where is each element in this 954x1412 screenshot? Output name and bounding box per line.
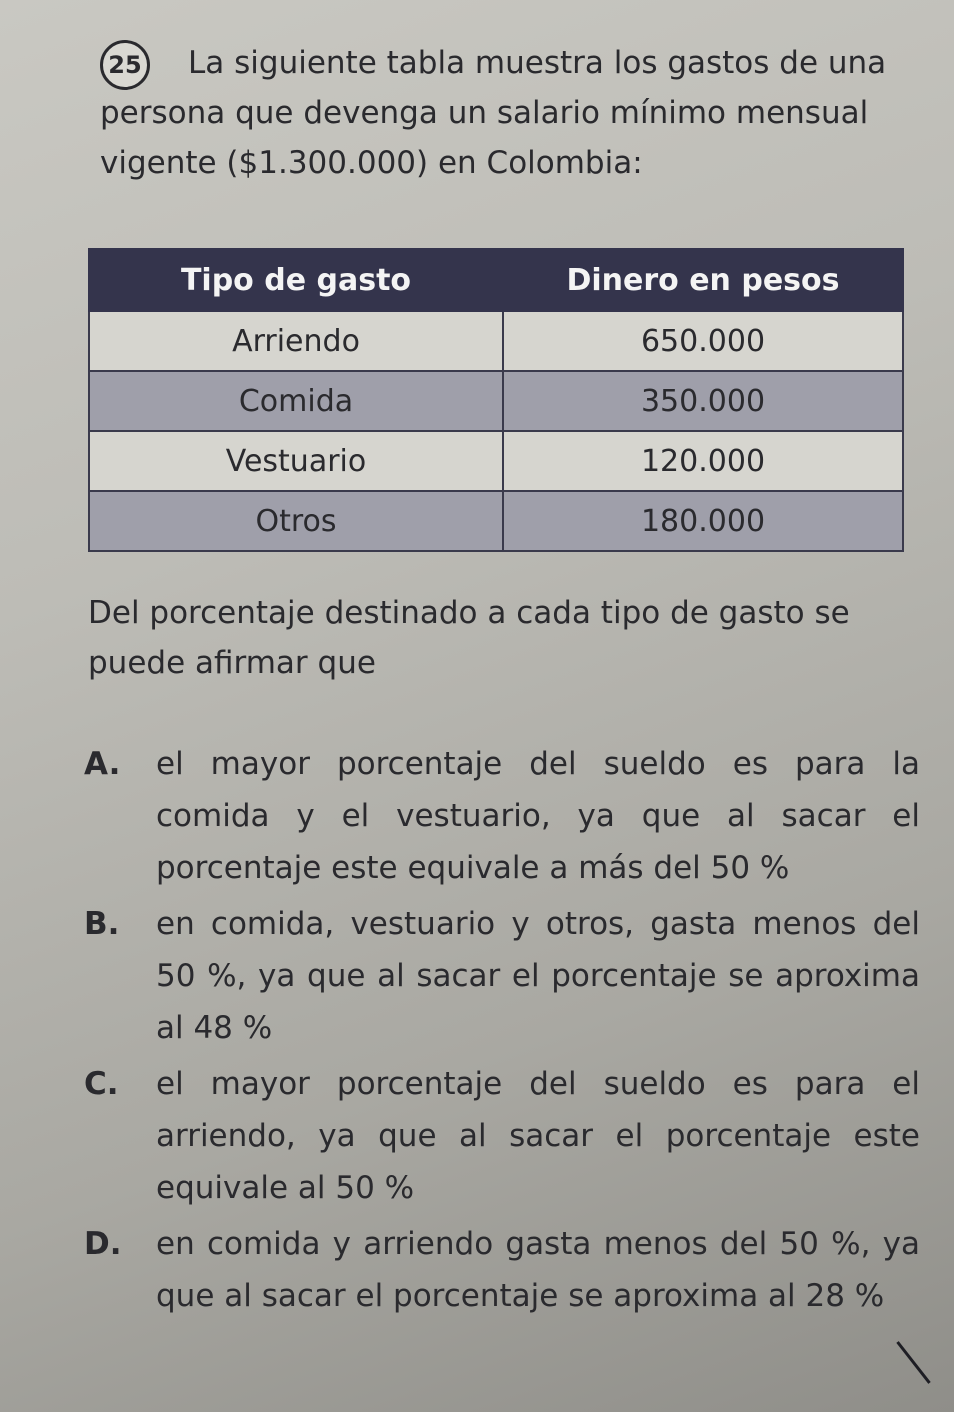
expense-amount-cell: 180.000 — [503, 491, 903, 551]
header-expense-type: Tipo de gasto — [89, 249, 503, 311]
option-a[interactable] — [70, 738, 920, 894]
question-prompt: Del porcentaje destinado a cada tipo de gasto se puede afirmar que — [88, 595, 850, 681]
option-letter: D. — [84, 1226, 122, 1262]
option-letter: C. — [84, 1066, 119, 1102]
question-intro: La siguiente tabla muestra los gastos de una persona que devenga un salario mínimo mensual vigente ($1.300.000) en Colombia: — [100, 45, 887, 181]
expense-type-cell: Otros — [89, 491, 503, 551]
expense-table — [88, 248, 904, 552]
table-row — [89, 311, 903, 371]
expense-type-cell: Arriendo — [89, 311, 503, 371]
table-row — [89, 431, 903, 491]
option-text: en comida, vestuario y otros, gasta menos del 50 %, ya que al sacar el porcentaje se aproxima al 48 % — [156, 906, 920, 1046]
option-letter: B. — [84, 906, 120, 942]
option-text: el mayor porcentaje del sueldo es para el arriendo, ya que al sacar el porcentaje este equivale al 50 % — [156, 1066, 920, 1206]
expense-amount-cell: 120.000 — [503, 431, 903, 491]
option-text: en comida y arriendo gasta menos del 50 %, ya que al sacar el porcentaje se aproxima al 28 % — [156, 1226, 920, 1314]
table-row — [89, 491, 903, 551]
table-row — [89, 371, 903, 431]
expense-type-cell: Comida — [89, 371, 503, 431]
header-amount: Dinero en pesos — [503, 249, 903, 311]
pen-mark — [896, 1341, 930, 1384]
option-c[interactable] — [70, 1058, 920, 1214]
option-letter: A. — [84, 746, 121, 782]
expense-amount-cell: 350.000 — [503, 371, 903, 431]
table-header-row — [89, 249, 903, 311]
expense-amount-cell: 650.000 — [503, 311, 903, 371]
answer-options — [70, 738, 920, 1326]
option-b[interactable] — [70, 898, 920, 1054]
option-d[interactable] — [70, 1218, 920, 1322]
option-text: el mayor porcentaje del sueldo es para la comida y el vestuario, ya que al sacar el porcentaje este equivale a más del 50 % — [156, 746, 920, 886]
question-header — [100, 38, 910, 188]
question-number: 25 — [100, 40, 150, 90]
expense-type-cell: Vestuario — [89, 431, 503, 491]
